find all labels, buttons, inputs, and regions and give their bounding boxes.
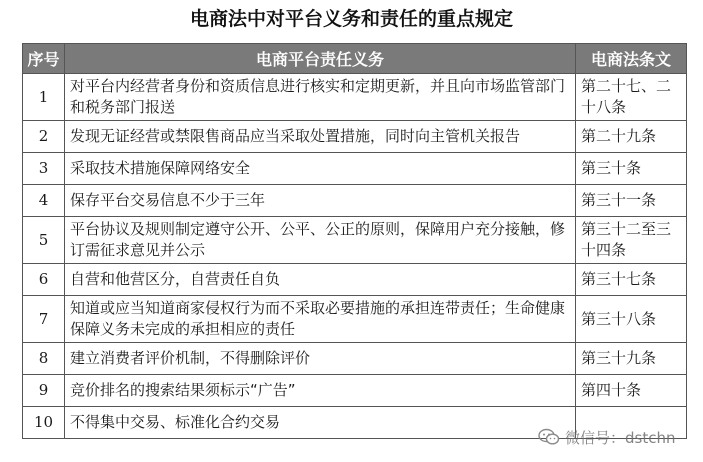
row-article: 第二十九条	[576, 121, 687, 153]
watermark	[538, 424, 698, 450]
row-number: 5	[23, 217, 65, 264]
row-article: 第三十条	[576, 153, 687, 185]
table-row	[23, 264, 687, 296]
row-article: 第四十条	[576, 375, 687, 407]
row-duty: 竞价排名的搜索结果须标示“广告”	[65, 375, 576, 407]
table-row	[23, 121, 687, 153]
row-duty: 对平台内经营者身份和资质信息进行核实和定期更新，并且向市场监管部门和税务部门报送	[65, 74, 576, 121]
row-number: 7	[23, 296, 65, 343]
row-article: 第二十七、二十八条	[576, 74, 687, 121]
header-seq: 序号	[23, 44, 65, 74]
table-row	[23, 153, 687, 185]
page-title: 电商法中对平台义务和责任的重点规定	[189, 8, 513, 30]
row-article: 第三十九条	[576, 343, 687, 375]
header-duty: 电商平台责任义务	[65, 44, 576, 74]
table-row	[23, 74, 687, 121]
wechat-icon	[538, 428, 560, 446]
row-number: 3	[23, 153, 65, 185]
row-duty: 平台协议及规则制定遵守公开、公平、公正的原则，保障用户充分接触，修订需征求意见并公示	[65, 217, 576, 264]
table-row	[23, 185, 687, 217]
row-duty: 采取技术措施保障网络安全	[65, 153, 576, 185]
row-number: 4	[23, 185, 65, 217]
table-row	[23, 217, 687, 264]
row-duty: 自营和他营区分，自营责任自负	[65, 264, 576, 296]
row-number: 2	[23, 121, 65, 153]
row-article: 第三十八条	[576, 296, 687, 343]
row-number: 1	[23, 74, 65, 121]
table-header-row	[23, 44, 687, 74]
row-duty: 建立消费者评价机制，不得删除评价	[65, 343, 576, 375]
watermark-text: 微信号：dstchn	[565, 428, 676, 447]
table-row	[23, 375, 687, 407]
row-article: 第三十七条	[576, 264, 687, 296]
row-duty: 发现无证经营或禁限售商品应当采取处置措施，同时向主管机关报告	[65, 121, 576, 153]
row-duty: 知道或应当知道商家侵权行为而不采取必要措施的承担连带责任；生命健康保障义务未完成的承担相应的责任	[65, 296, 576, 343]
table-row	[23, 343, 687, 375]
row-number: 8	[23, 343, 65, 375]
row-number: 6	[23, 264, 65, 296]
table-row	[23, 296, 687, 343]
row-duty: 保存平台交易信息不少于三年	[65, 185, 576, 217]
duty-table	[22, 43, 687, 439]
row-duty: 不得集中交易、标准化合约交易	[65, 407, 576, 439]
row-number: 9	[23, 375, 65, 407]
header-article: 电商法条文	[576, 44, 687, 74]
row-article: 第三十一条	[576, 185, 687, 217]
row-article: 第三十二至三十四条	[576, 217, 687, 264]
row-number: 10	[23, 407, 65, 439]
